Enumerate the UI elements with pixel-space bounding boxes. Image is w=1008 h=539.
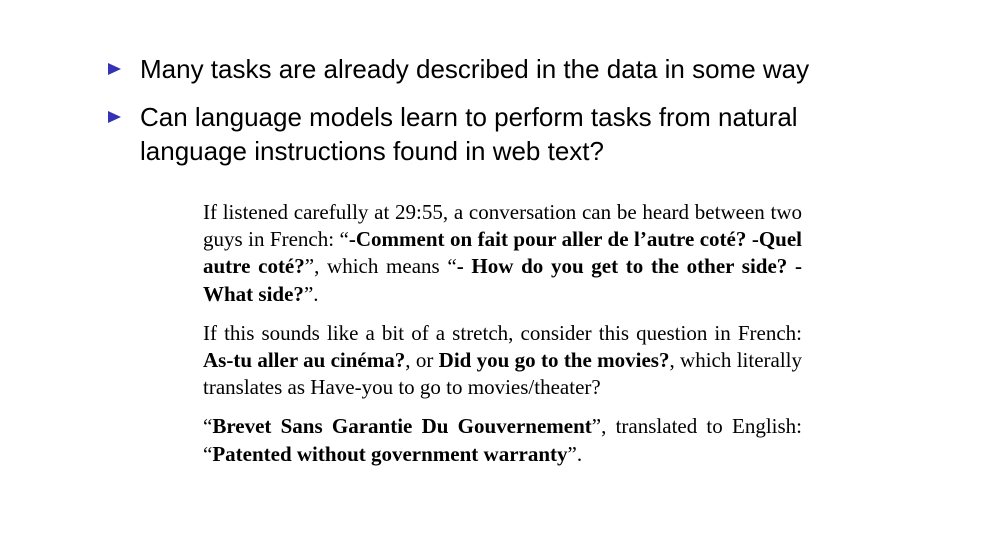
example-text: , which literally translates as Have-you to go to movies/theater? <box>203 348 803 400</box>
example-text: “ <box>203 414 213 439</box>
example-text: If this sounds like a bit of a stretch, consider this question in French: <box>203 320 802 345</box>
example-paragraph-3 <box>203 413 802 467</box>
example-text: ”, which means “ <box>304 254 457 279</box>
example-text: ”, translated to English: “ <box>203 414 802 466</box>
example-text: If listened carefully at 29:55, a conversation can be heard between two guys in French: “ <box>203 200 802 252</box>
bullet-item <box>108 100 908 168</box>
example-bold-text: As-tu aller au cinéma? <box>203 348 406 373</box>
bullet-item <box>108 52 908 86</box>
example-bold-text: Patented without government warranty <box>212 441 568 466</box>
triangle-bullet-icon <box>108 63 121 75</box>
triangle-bullet-icon <box>108 111 121 123</box>
example-quotes <box>203 199 802 480</box>
example-bold-text: - How do you get to the other side? - What side? <box>203 254 802 306</box>
example-bold-text: -Comment on fait pour aller de l’autre coté? -Quel autre coté? <box>203 227 802 279</box>
bullet-text: Many tasks are already described in the data in some way <box>140 54 810 84</box>
example-bold-text: Did you go to the movies? <box>438 348 670 373</box>
example-paragraph-2 <box>203 320 802 402</box>
example-paragraph-1 <box>203 199 802 308</box>
bullet-text: Can language models learn to perform tasks from natural language instructions found in web text? <box>140 102 798 166</box>
example-text: ”. <box>303 281 319 306</box>
example-bold-text: Brevet Sans Garantie Du Gouvernement <box>212 414 592 439</box>
example-text: , or <box>405 348 439 373</box>
bullet-list <box>108 52 908 182</box>
example-text: ”. <box>567 441 583 466</box>
